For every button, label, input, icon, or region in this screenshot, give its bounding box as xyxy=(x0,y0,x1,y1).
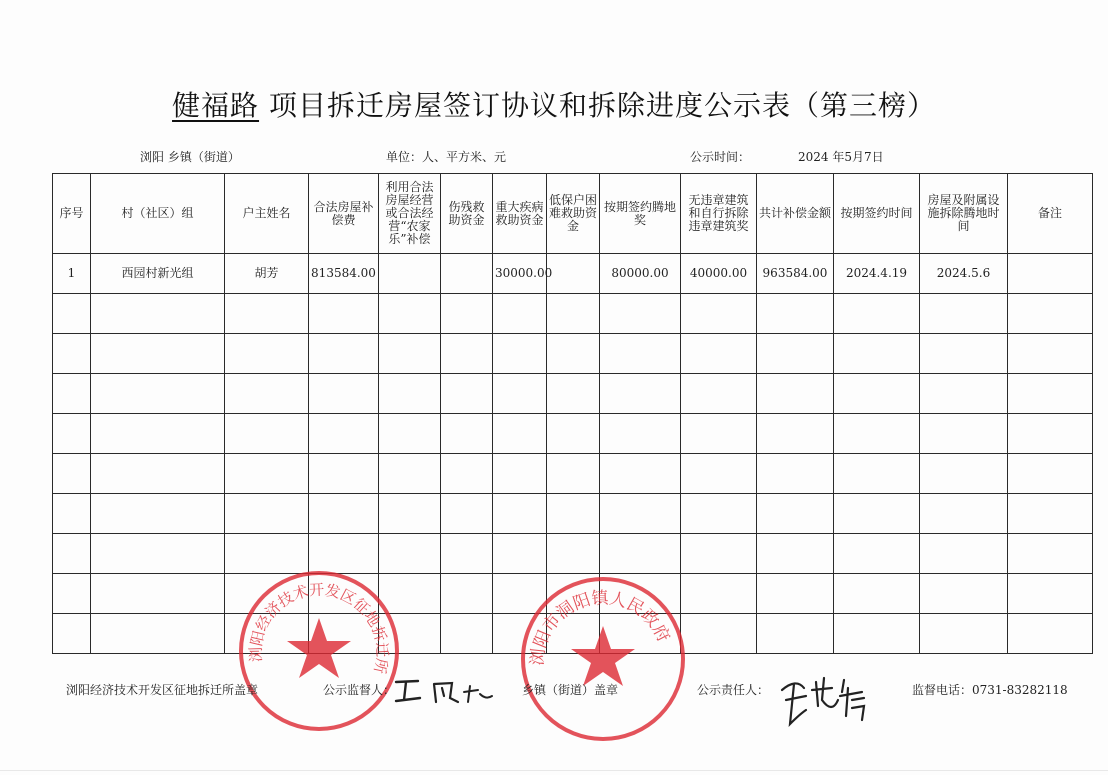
table-cell xyxy=(379,294,441,334)
table-cell xyxy=(225,414,309,454)
table-cell xyxy=(920,374,1008,414)
table-cell xyxy=(757,294,834,334)
table-cell xyxy=(547,334,600,374)
table-cell xyxy=(834,414,920,454)
table-cell xyxy=(834,294,920,334)
table-cell xyxy=(379,374,441,414)
table-cell xyxy=(681,494,757,534)
table-cell xyxy=(600,334,681,374)
table-cell xyxy=(920,334,1008,374)
table-cell xyxy=(309,494,379,534)
table-cell: 胡芳 xyxy=(225,254,309,294)
table-cell: 西园村新光组 xyxy=(91,254,225,294)
table-cell xyxy=(309,374,379,414)
table-cell xyxy=(757,374,834,414)
table-cell xyxy=(309,294,379,334)
table-cell xyxy=(681,454,757,494)
table-cell xyxy=(600,294,681,334)
table-cell xyxy=(441,294,493,334)
table-cell xyxy=(757,614,834,654)
table-row xyxy=(53,334,1093,374)
header-cell: 无违章建筑和自行拆除违章建筑奖 xyxy=(681,174,757,254)
header-cell: 重大疾病救助资金 xyxy=(493,174,547,254)
table-cell: 2024.4.19 xyxy=(834,254,920,294)
table-cell xyxy=(1008,494,1093,534)
table-cell xyxy=(53,574,91,614)
table-cell xyxy=(600,494,681,534)
table-row xyxy=(53,374,1093,414)
table-cell xyxy=(441,334,493,374)
table-cell xyxy=(53,374,91,414)
table-cell xyxy=(441,454,493,494)
table-cell xyxy=(1008,614,1093,654)
table-cell xyxy=(53,494,91,534)
table-cell xyxy=(493,294,547,334)
table-cell xyxy=(1008,574,1093,614)
table-cell xyxy=(920,614,1008,654)
table-cell xyxy=(547,254,600,294)
table-cell xyxy=(53,294,91,334)
table-row xyxy=(53,414,1093,454)
table-row xyxy=(53,494,1093,534)
table-cell xyxy=(493,454,547,494)
table-cell xyxy=(379,494,441,534)
header-cell: 利用合法房屋经营或合法经营“农家乐”补偿 xyxy=(379,174,441,254)
table-cell: 40000.00 xyxy=(681,254,757,294)
footer-phone: 监督电话：0731-83282118 xyxy=(912,683,1068,697)
table-row xyxy=(53,254,1093,294)
table-cell xyxy=(600,454,681,494)
table-row xyxy=(53,294,1093,334)
table-cell xyxy=(757,334,834,374)
table-cell xyxy=(91,294,225,334)
table-cell xyxy=(309,414,379,454)
table-cell xyxy=(1008,454,1093,494)
header-cell: 低保户困难救助资金 xyxy=(547,174,600,254)
table-cell xyxy=(1008,334,1093,374)
table-cell xyxy=(91,614,225,654)
table-cell xyxy=(309,454,379,494)
table-cell xyxy=(91,374,225,414)
table-cell xyxy=(493,534,547,574)
table-cell xyxy=(379,414,441,454)
table-cell xyxy=(91,454,225,494)
table-cell xyxy=(547,494,600,534)
table-cell xyxy=(920,454,1008,494)
table-cell xyxy=(493,374,547,414)
table-cell xyxy=(600,534,681,574)
table-cell xyxy=(1008,374,1093,414)
table-cell xyxy=(834,534,920,574)
table-cell xyxy=(91,414,225,454)
table-cell xyxy=(53,534,91,574)
table-cell xyxy=(379,254,441,294)
table-cell xyxy=(681,534,757,574)
table-cell xyxy=(547,454,600,494)
table-cell xyxy=(225,374,309,414)
table-cell xyxy=(834,574,920,614)
table-cell xyxy=(493,334,547,374)
table-cell xyxy=(547,414,600,454)
table-cell xyxy=(53,334,91,374)
left-official-seal xyxy=(236,568,402,734)
meta-unit: 单位：人、平方米、元 xyxy=(386,150,507,164)
table-cell xyxy=(441,614,493,654)
table-cell xyxy=(757,574,834,614)
header-cell: 房屋及附属设施拆除腾地时间 xyxy=(920,174,1008,254)
table-cell xyxy=(681,414,757,454)
page-bottom-edge xyxy=(0,770,1108,771)
header-cell: 按期签约腾地奖 xyxy=(600,174,681,254)
header-cell: 序号 xyxy=(53,174,91,254)
table-cell: 80000.00 xyxy=(600,254,681,294)
table-row xyxy=(53,534,1093,574)
table-cell xyxy=(441,574,493,614)
table-cell xyxy=(547,294,600,334)
table-cell: 1 xyxy=(53,254,91,294)
title-text: 项目拆迁房屋签订协议和拆除进度公示表（第三榜） xyxy=(268,89,936,122)
meta-town: 浏阳 乡镇（街道） xyxy=(140,150,240,164)
table-cell: 963584.00 xyxy=(757,254,834,294)
table-cell xyxy=(379,454,441,494)
table-cell xyxy=(1008,414,1093,454)
table-cell xyxy=(757,494,834,534)
table-cell xyxy=(309,334,379,374)
header-cell: 备注 xyxy=(1008,174,1093,254)
table-cell: 30000.00 xyxy=(493,254,547,294)
table-cell xyxy=(91,494,225,534)
table-cell xyxy=(834,614,920,654)
right-seal-text: 浏阳市洞阳镇人民政府 xyxy=(527,588,674,667)
table-cell xyxy=(379,334,441,374)
table-cell: 2024.5.6 xyxy=(920,254,1008,294)
table-cell xyxy=(53,414,91,454)
table-cell xyxy=(1008,254,1093,294)
table-cell xyxy=(920,294,1008,334)
table-cell xyxy=(441,374,493,414)
table-cell xyxy=(441,494,493,534)
table-cell xyxy=(225,294,309,334)
header-cell: 共计补偿金额 xyxy=(757,174,834,254)
table-cell xyxy=(225,454,309,494)
table-cell xyxy=(600,414,681,454)
table-cell xyxy=(493,414,547,454)
table-cell xyxy=(600,374,681,414)
footer-stamp-office: 浏阳经济技术开发区征地拆迁所盖章 xyxy=(66,683,259,697)
table-cell xyxy=(441,414,493,454)
table-cell xyxy=(681,294,757,334)
header-cell: 村（社区）组 xyxy=(91,174,225,254)
table-cell xyxy=(834,454,920,494)
document-title xyxy=(0,84,1108,124)
table-cell: 813584.00 xyxy=(309,254,379,294)
header-cell: 按期签约时间 xyxy=(834,174,920,254)
table-cell xyxy=(834,494,920,534)
responsible-signature xyxy=(776,670,872,730)
table-row xyxy=(53,454,1093,494)
table-cell xyxy=(920,574,1008,614)
header-cell: 合法房屋补偿费 xyxy=(309,174,379,254)
header-cell: 户主姓名 xyxy=(225,174,309,254)
table-cell xyxy=(91,334,225,374)
table-cell xyxy=(920,494,1008,534)
table-cell xyxy=(757,534,834,574)
table-cell xyxy=(834,374,920,414)
table-cell xyxy=(225,494,309,534)
table-cell xyxy=(757,454,834,494)
meta-date-label: 公示时间： xyxy=(690,150,751,164)
table-cell xyxy=(547,374,600,414)
table-cell xyxy=(493,494,547,534)
footer-responsible-label: 公示责任人： xyxy=(697,683,770,697)
table-cell xyxy=(441,254,493,294)
table-cell xyxy=(91,574,225,614)
supervisor-signature xyxy=(392,674,502,708)
table-cell xyxy=(53,614,91,654)
table-cell xyxy=(681,574,757,614)
table-cell xyxy=(681,334,757,374)
right-official-seal xyxy=(518,574,688,744)
table-cell xyxy=(681,614,757,654)
table-cell xyxy=(1008,294,1093,334)
left-seal-text: 浏阳经济技术开发区征地拆迁所 xyxy=(246,580,392,676)
footer-town-stamp: 乡镇（街道）盖章 xyxy=(522,683,619,697)
table-cell xyxy=(91,534,225,574)
table-cell xyxy=(681,374,757,414)
table-cell xyxy=(53,454,91,494)
table-cell xyxy=(547,534,600,574)
table-cell xyxy=(834,334,920,374)
table-cell xyxy=(920,534,1008,574)
table-cell xyxy=(225,334,309,374)
table-cell xyxy=(757,414,834,454)
title-project-name: 健福路 xyxy=(172,89,260,122)
table-header-row xyxy=(53,174,1093,254)
table-cell xyxy=(441,534,493,574)
table-cell xyxy=(920,414,1008,454)
header-cell: 伤残救助资金 xyxy=(441,174,493,254)
meta-date-value: 2024 年5月7日 xyxy=(798,150,884,164)
table-cell xyxy=(1008,534,1093,574)
footer-supervisor-label: 公示监督人： xyxy=(323,683,396,697)
